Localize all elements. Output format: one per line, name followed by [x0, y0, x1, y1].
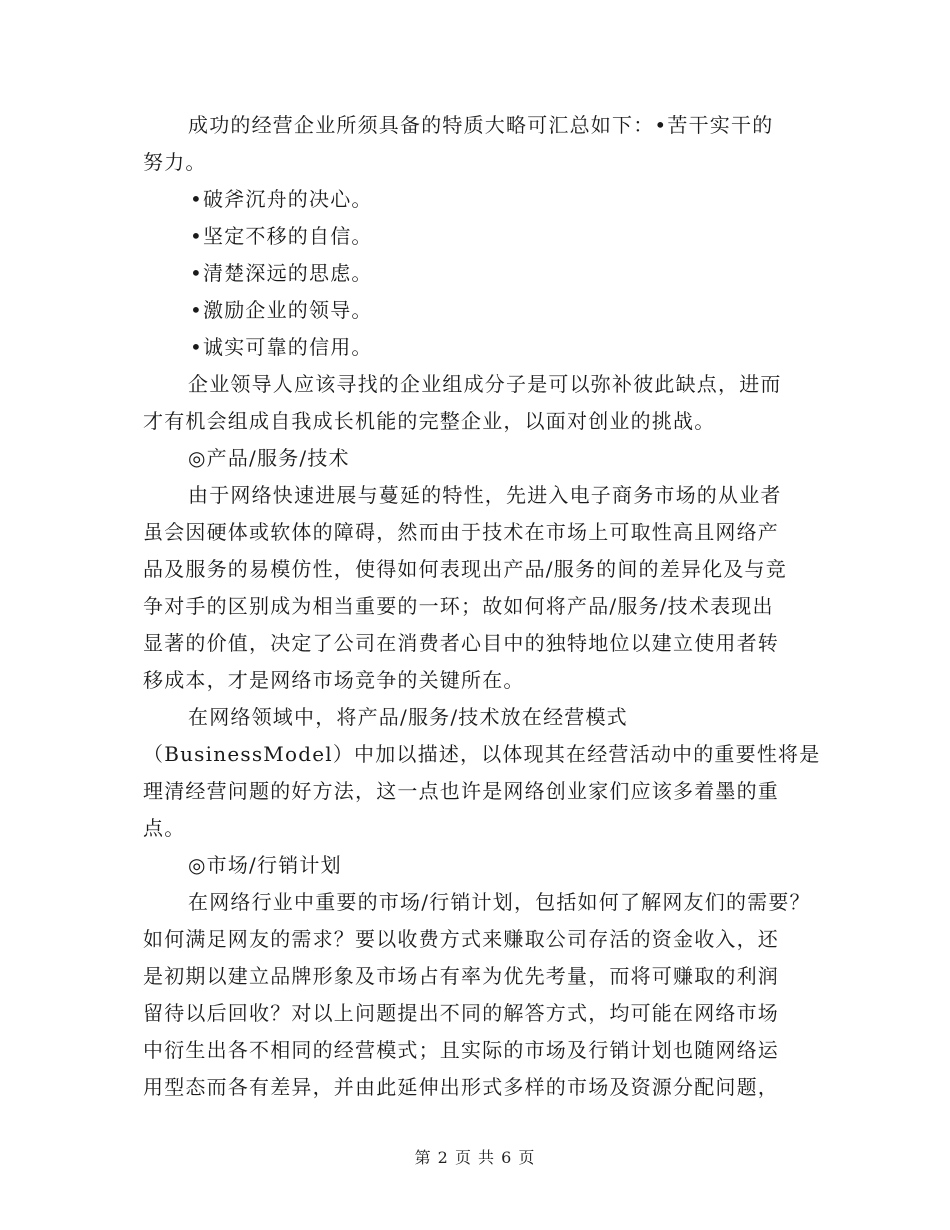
- paragraph-line: 由于网络快速进展与蔓延的特性，先进入电子商务市场的从业者: [188, 483, 782, 507]
- paragraph-line: 才有机会组成自我成长机能的完整企业，以面对创业的挑战。: [143, 409, 716, 433]
- paragraph-line: 在网络行业中重要的市场/行销计划，包括如何了解网友们的需要？: [188, 890, 811, 914]
- paragraph-line: 中衍生出各不相同的经营模式；且实际的市场及行销计划也随网络运: [143, 1038, 779, 1062]
- bullet-item: •激励企业的领导。: [190, 298, 373, 322]
- document-body: [143, 107, 823, 1106]
- bullet-item: •诚实可靠的信用。: [190, 335, 373, 359]
- paragraph-line: 争对手的区别成为相当重要的一环；故如何将产品/服务/技术表现出: [143, 594, 774, 618]
- paragraph-line: 用型态而各有差异，并由此延伸出形式多样的市场及资源分配问题，: [143, 1075, 779, 1099]
- paragraph-line: 企业领导人应该寻找的企业组成分子是可以弥补彼此缺点，进而: [188, 372, 782, 396]
- paragraph-line: 成功的经营企业所须具备的特质大略可汇总如下：•苦干实干的: [188, 113, 774, 137]
- bullet-item: •清楚深远的思虑。: [190, 261, 373, 285]
- paragraph-line: 理清经营问题的好方法，这一点也许是网络创业家们应该多着墨的重: [143, 779, 779, 803]
- paragraph-line: （BusinessModel）中加以描述，以体现其在经营活动中的重要性将是: [143, 742, 821, 766]
- paragraph-line: 是初期以建立品牌形象及市场占有率为优先考量，而将可赚取的利润: [143, 964, 779, 988]
- page-number-footer: 第 2 页 共 6 页: [414, 1148, 536, 1167]
- paragraph-line: 留待以后回收？对以上问题提出不同的解答方式，均可能在网络市场: [143, 1001, 779, 1025]
- bullet-item: •坚定不移的自信。: [190, 224, 373, 248]
- paragraph-line: 如何满足网友的需求？要以收费方式来赚取公司存活的资金收入，还: [143, 927, 779, 951]
- paragraph-line: 在网络领域中，将产品/服务/技术放在经营模式: [188, 705, 628, 729]
- paragraph-line: 显著的价值，决定了公司在消费者心目中的独特地位以建立使用者转: [143, 631, 779, 655]
- section-heading: ◎产品/服务/技术: [188, 446, 350, 470]
- paragraph-line: 点。: [143, 816, 186, 840]
- bullet-item: •破斧沉舟的决心。: [190, 187, 373, 211]
- paragraph-line: 移成本，才是网络市场竞争的关键所在。: [143, 668, 525, 692]
- paragraph-line: 虽会因硬体或软体的障碍，然而由于技术在市场上可取性高且网络产: [143, 520, 779, 544]
- paragraph-line: 努力。: [143, 150, 207, 174]
- section-heading: ◎市场/行销计划: [188, 853, 342, 877]
- paragraph-line: 品及服务的易模仿性，使得如何表现出产品/服务的间的差异化及与竞: [143, 557, 787, 581]
